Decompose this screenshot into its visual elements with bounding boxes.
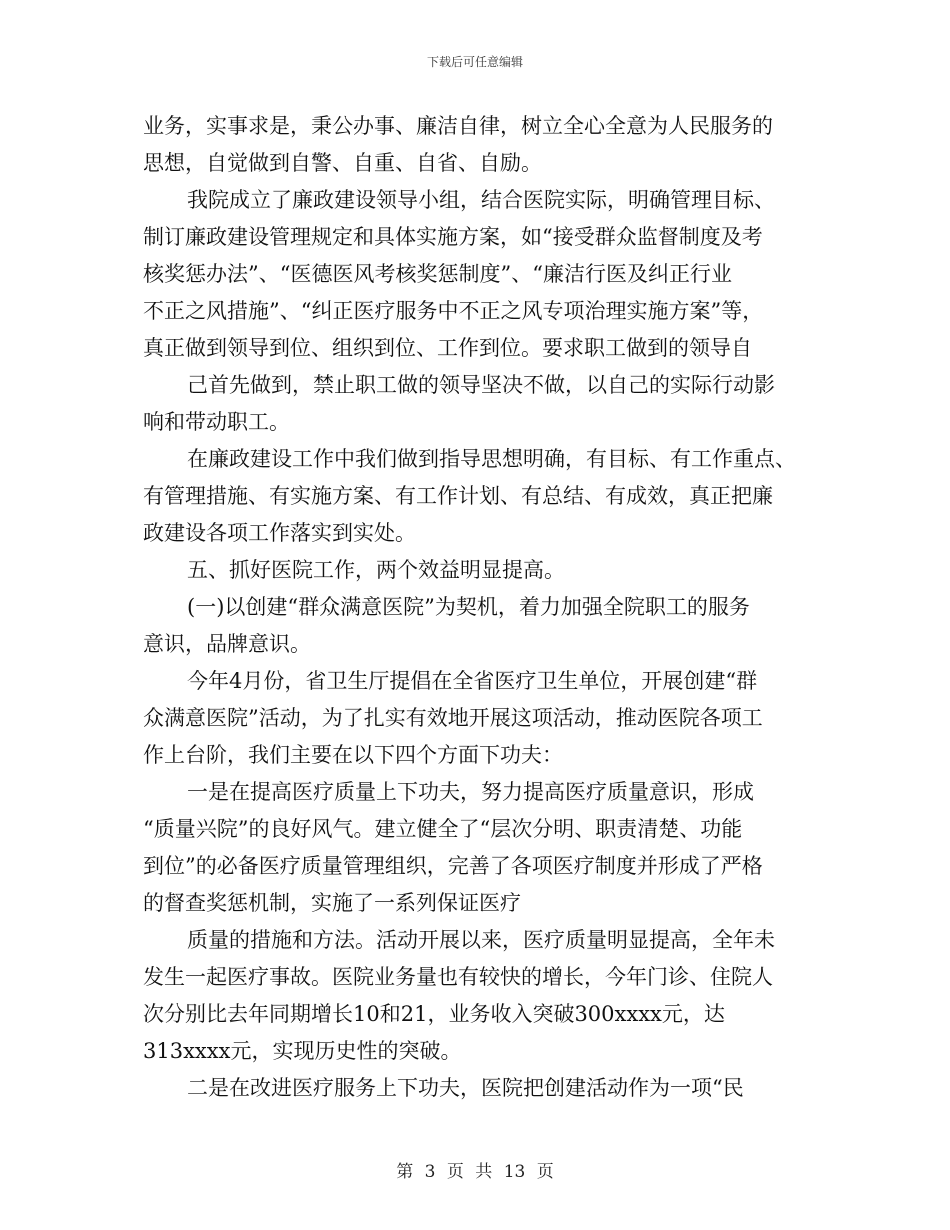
body-line: 制订廉政建设管理规定和具体实施方案，如“接受群众监督制度及考 (143, 225, 763, 249)
body-line: 政建设各项工作落实到实处。 (143, 521, 416, 545)
page-header-note: 下载后可任意编辑 (426, 55, 523, 69)
body-line: 313xxxx元，实现历史性的突破。 (143, 1039, 462, 1063)
body-line: 今年4月份，省卫生厅提倡在全省医疗卫生单位，开展创建“群 (187, 669, 758, 693)
body-line: 次分别比去年同期增长10和21，业务收入突破300xxxx元，达 (143, 1002, 725, 1026)
body-line: 发生一起医疗事故。医院业务量也有较快的增长，今年门诊、住院人 (143, 965, 773, 989)
body-line: 己首先做到，禁止职工做的领导坚决不做，以自己的实际行动影 (187, 373, 775, 397)
page-number: 第 3 页 共 13 页 (396, 1162, 554, 1182)
body-line: 到位”的必备医疗质量管理组织，完善了各项医疗制度并形成了严格 (143, 854, 763, 878)
body-line: 的督查奖惩机制，实施了一系列保证医疗 (143, 891, 521, 915)
body-line: 核奖惩办法”、“医德医风考核奖惩制度”、“廉洁行医及纠正行业 (143, 262, 732, 286)
body-line: 质量的措施和方法。活动开展以来，医疗质量明显提高，全年未 (187, 928, 775, 952)
body-line: 思想，自觉做到自警、自重、自省、自励。 (143, 151, 542, 175)
body-line: “质量兴院”的良好风气。建立健全了“层次分明、职责清楚、功能 (143, 817, 743, 841)
body-line: 响和带动职工。 (143, 410, 290, 434)
body-line: 一是在提高医疗质量上下功夫，努力提高医疗质量意识，形成 (187, 780, 754, 804)
body-line: 我院成立了廉政建设领导小组，结合医院实际，明确管理目标、 (187, 188, 775, 212)
body-line: 真正做到领导到位、组织到位、工作到位。要求职工做到的领导自 (143, 336, 752, 360)
body-line: 在廉政建设工作中我们做到指导思想明确，有目标、有工作重点、 (187, 447, 796, 471)
body-line: 意识，品牌意识。 (143, 632, 311, 656)
body-line: 作上台阶，我们主要在以下四个方面下功夫： (143, 743, 563, 767)
document-body (143, 108, 823, 1107)
body-line: 业务，实事求是，秉公办事、廉洁自律，树立全心全意为人民服务的 (143, 114, 773, 138)
body-line: (一)以创建“群众满意医院”为契机，着力加强全院职工的服务 (187, 595, 750, 619)
body-line: 众满意医院”活动，为了扎实有效地开展这项活动，推动医院各项工 (143, 706, 763, 730)
body-line: 二是在改进医疗服务上下功夫，医院把创建活动作为一项“民 (187, 1076, 744, 1100)
body-line: 有管理措施、有实施方案、有工作计划、有总结、有成效，真正把廉 (143, 484, 773, 508)
body-line: 五、抓好医院工作，两个效益明显提高。 (187, 558, 565, 582)
body-line: 不正之风措施”、“纠正医疗服务中不正之风专项治理实施方案”等， (143, 299, 764, 323)
